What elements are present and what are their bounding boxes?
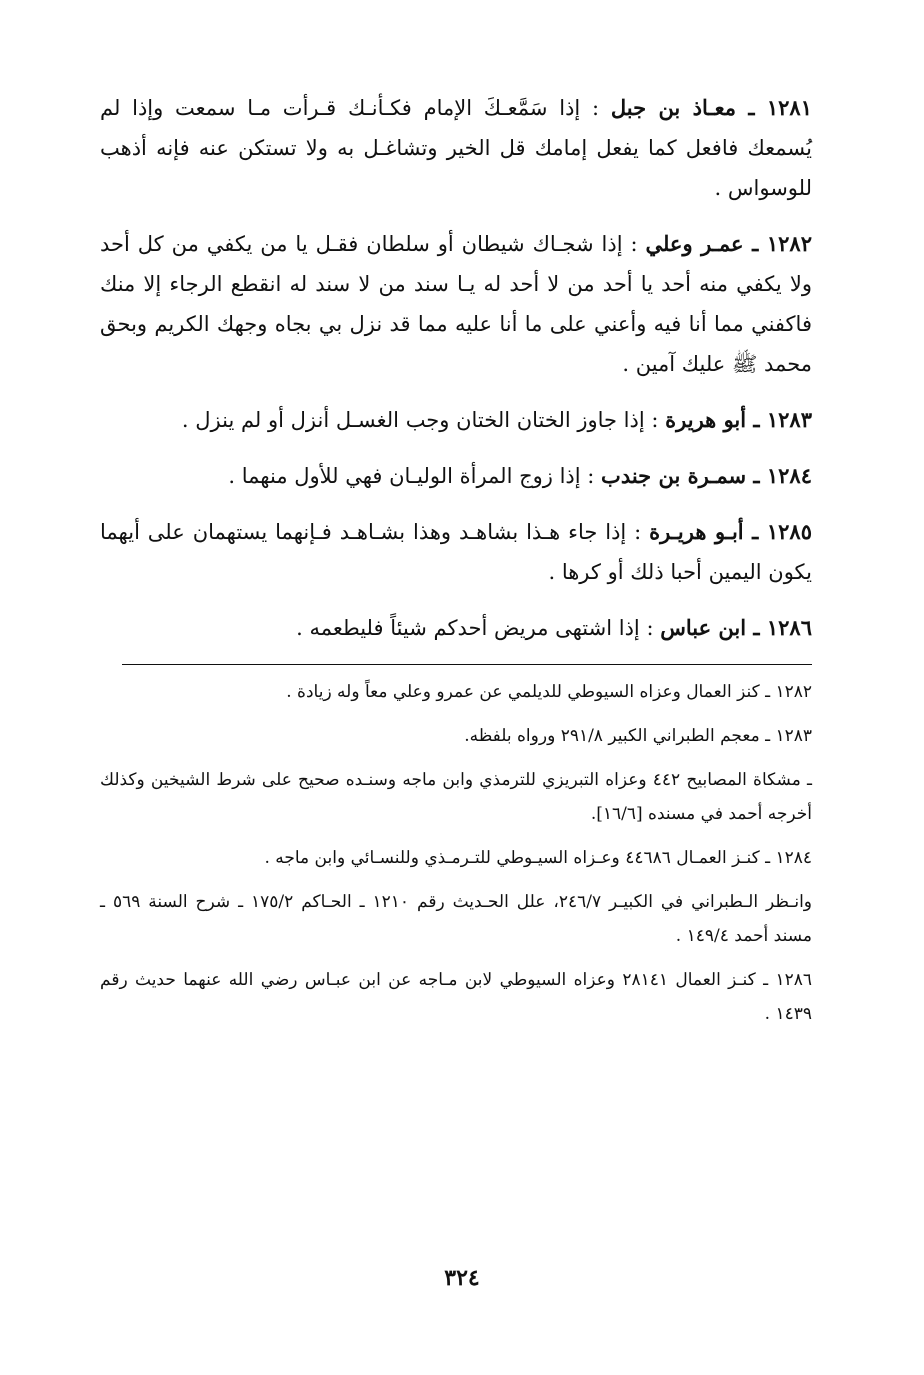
hadith-entry: ١٢٨٥ ـ أبـو هريـرة : إذا جاء هـذا بشاهـد وهذا بشـاهـد فـإنهما يستهمان على أيهما يكون اليمين أحبا ذلك أو كرها . <box>100 519 812 584</box>
page-body <box>100 88 812 1041</box>
hadith-entry: ١٢٨٦ ـ ابن عباس : إذا اشتهى مريض أحدكم شيئاً فليطعمه . <box>296 615 812 640</box>
hadith-entry: ١٢٨٤ ـ سمـرة بن جندب : إذا زوج المرأة الوليـان فهي للأول منهما . <box>228 463 812 488</box>
entry-narrator: أبـو هريـرة <box>649 519 744 544</box>
hadith-entry: ١٢٨١ ـ معـاذ بن جبل : إذا سَمَّعـكَ الإمام فكـأنـك قـرأت مـا سمعت وإذا لم يُسمعك فافعل كما يفعل إمامك قل الخير وتشاغـل به ولا تستكن عنه فإنه أذهب للوسواس . <box>100 95 812 200</box>
footnote: ١٢٨٣ ـ معجم الطبراني الكبير ٢٩١/٨ ورواه بلفظه. <box>464 726 812 746</box>
entry-number: ١٢٨١ <box>766 95 812 120</box>
entry-text: إذا زوج المرأة الوليـان فهي للأول منهما . <box>228 464 581 488</box>
footnote: ١٢٨٤ ـ كنـز العمـال ٤٤٦٨٦ وعـزاه السيـوطي للتـرمـذي وللنسـائي وابن ماجه . <box>264 848 812 868</box>
page-number: ٣٢٤ <box>444 1265 480 1291</box>
entry-number: ١٢٨٤ <box>766 463 812 488</box>
footnote: ١٢٨٦ ـ كنـز العمال ٢٨١٤١ وعزاه السيوطي لابن مـاجه عن ابن عبـاس رضي الله عنهما حديث رقم ١٤٣٩ . <box>100 970 812 1024</box>
entry-number: ١٢٨٦ <box>766 615 812 640</box>
hadith-entry: ١٢٨٣ ـ أبو هريرة : إذا جاوز الختان الختان وجب الغسـل أنزل أو لم ينزل . <box>181 407 812 432</box>
footnote: ـ مشكاة المصابيح ٤٤٢ وعزاه التبريزي للترمذي وابن ماجه وسنـده صحيح على شرط الشيخين وكذلك أخرجه أحمد في مسنده [١٦/٦]. <box>100 770 812 824</box>
entry-narrator: معـاذ بن جبل <box>610 95 736 120</box>
entry-number: ١٢٨٥ <box>766 519 812 544</box>
hadith-entry: ١٢٨٢ ـ عمـر وعلي : إذا شجـاك شيطان أو سلطان فقـل يا من يكفي من كل أحد ولا يكفي منه أحد يا أحد من لا أحد له يـا سند من لا سند له انقطع الرجاء إلا منك فاكفني مما أنا فيه وأعني على ما أنا عليه مما قد نزل بي بجاه وجهك الكريم وبحق محمد ﷺ عليك آمين . <box>100 231 812 376</box>
entry-number: ١٢٨٣ <box>766 407 812 432</box>
entry-narrator: سمـرة بن جندب <box>601 463 747 488</box>
footnote: ١٢٨٢ ـ كنز العمال وعزاه السيوطي للديلمي عن عمرو وعلي معاً وله زيادة . <box>286 682 812 702</box>
entry-narrator: عمـر وعلي <box>645 231 744 256</box>
footnote-divider <box>122 664 812 665</box>
entry-text: إذا اشتهى مريض أحدكم شيئاً فليطعمه . <box>296 616 640 640</box>
footnote: وانـظر الـطبراني في الكبيـر ٢٤٦/٧، علل الحـديث رقم ١٢١٠ ـ الحـاكم ١٧٥/٢ ـ شرح السنة ٥٦٩ ـ مسند أحمد ١٤٩/٤ . <box>100 892 813 946</box>
entry-number: ١٢٨٢ <box>766 231 812 256</box>
entry-narrator: ابن عباس <box>660 615 747 640</box>
entry-text: إذا جاوز الختان الختان وجب الغسـل أنزل أو لم ينزل . <box>181 408 645 432</box>
entry-text: إذا سَمَّعـكَ الإمام فكـأنـك قـرأت مـا سمعت وإذا لم يُسمعك فافعل كما يفعل إمامك قل الخير وتشاغـل به ولا تستكن عنه فإنه أذهب للوسواس . <box>100 96 812 200</box>
entry-text: إذا شجـاك شيطان أو سلطان فقـل يا من يكفي من كل أحد ولا يكفي منه أحد يا أحد من لا أحد له يـا سند من لا سند له انقطع الرجاء إلا منك فاكفني مما أنا فيه وأعني على ما أنا عليه مما قد نزل بي بجاه وجهك الكريم وبحق محمد ﷺ عليك آمين . <box>100 232 812 376</box>
entry-narrator: أبو هريرة <box>665 407 747 432</box>
entry-text: إذا جاء هـذا بشاهـد وهذا بشـاهـد فـإنهما يستهمان على أيهما يكون اليمين أحبا ذلك أو كرها . <box>100 520 812 584</box>
